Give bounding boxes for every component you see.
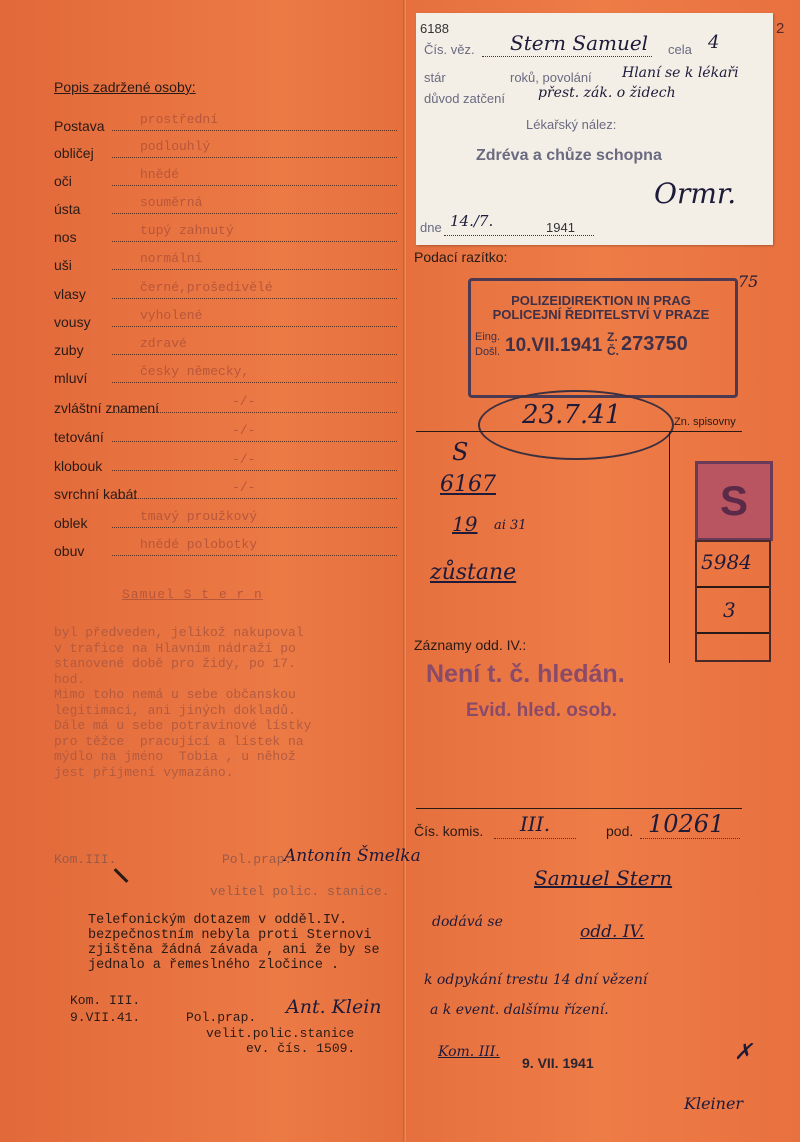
komis-value: III. bbox=[520, 812, 551, 836]
field-dotted-line bbox=[112, 157, 397, 158]
margin-mark: 75 bbox=[738, 272, 759, 291]
slip-date: 14./7. bbox=[450, 212, 494, 230]
stamp-date: 10.VII.1941 bbox=[505, 335, 603, 356]
cis-vez-label: Čís. věz. bbox=[424, 42, 475, 57]
field-dotted-line bbox=[112, 527, 397, 528]
field-value: tmavý proužkový bbox=[140, 509, 258, 524]
nalez-label: Lékařský nález: bbox=[526, 117, 617, 132]
field-label: oblek bbox=[54, 515, 88, 531]
stamp-number: 273750 bbox=[621, 333, 688, 355]
field-value: hnědé polobotky bbox=[140, 537, 258, 552]
s-stamp: S bbox=[695, 461, 773, 541]
field-dotted-line bbox=[112, 470, 397, 471]
field-value: tupý zahnutý bbox=[140, 223, 234, 238]
field-value: normální bbox=[140, 251, 203, 266]
field-dotted-line bbox=[112, 130, 397, 131]
hw-odd: odd. IV. bbox=[580, 922, 645, 942]
hw-name: Samuel Stern bbox=[534, 866, 673, 890]
pod-value: 10261 bbox=[648, 810, 725, 838]
corner-mark: 2 bbox=[776, 20, 785, 37]
field-dotted-line bbox=[112, 326, 397, 327]
field-dotted-line bbox=[112, 269, 397, 270]
hw-kom-bottom: Kom. III. bbox=[438, 1044, 500, 1060]
field-value: -/- bbox=[232, 423, 256, 438]
roku-label: roků, povolání bbox=[510, 70, 592, 85]
polprap2-label: Pol.prap. bbox=[186, 1010, 257, 1025]
zaznamy-label: Záznamy odd. IV.: bbox=[414, 637, 527, 653]
cela-label: cela bbox=[668, 42, 692, 57]
file-grid: 5984 3 bbox=[695, 540, 771, 662]
dne-label: dne bbox=[420, 220, 442, 235]
kom2-label: Kom. III. bbox=[70, 993, 141, 1008]
prison-slip bbox=[416, 13, 773, 245]
slip-name: Stern Samuel bbox=[510, 31, 649, 55]
field-dotted-line bbox=[112, 441, 397, 442]
doctor-initials: Ormr. bbox=[654, 177, 737, 210]
field-value: hnědé bbox=[140, 167, 180, 182]
field-value: prostřední bbox=[140, 112, 219, 127]
hw-6167: 6167 bbox=[440, 472, 496, 497]
field-label: svrchní kabát bbox=[54, 486, 138, 502]
field-label: tetování bbox=[54, 429, 104, 445]
field-label: zvláštní znamení bbox=[54, 400, 160, 416]
field-value: černé,prošedivělé bbox=[140, 280, 273, 295]
hw-s: S bbox=[452, 438, 469, 466]
field-label: ústa bbox=[54, 201, 81, 217]
field-label: nos bbox=[54, 229, 77, 245]
hw-note1: k odpykání trestu 14 dní vězení bbox=[424, 972, 648, 988]
field-label: oči bbox=[54, 173, 72, 189]
signature-bottom: Kleiner bbox=[684, 1094, 744, 1113]
page-fold bbox=[403, 0, 406, 1142]
neni-hledan-stamp: Není t. č. hledán. bbox=[426, 660, 625, 688]
hw-19: 19 bbox=[452, 512, 478, 536]
field-label: obuv bbox=[54, 543, 85, 559]
field-label: mluví bbox=[54, 370, 88, 386]
field-dotted-line bbox=[112, 498, 397, 499]
cis-komis-label: Čís. komis. bbox=[414, 823, 484, 839]
field-dotted-line bbox=[112, 185, 397, 186]
police-receipt-stamp: POLIZEIDIREKTION IN PRAG POLICEJNÍ ŘEDITELSTVÍ V PRAZE Eing. Došl. 10.VII.1941 Z. Č. 273750 bbox=[468, 278, 738, 398]
field-label: vousy bbox=[54, 314, 91, 330]
field-dotted-line bbox=[112, 382, 397, 383]
field-dotted-line bbox=[112, 213, 397, 214]
field-value: -/- bbox=[232, 394, 256, 409]
pod-label: pod. bbox=[606, 823, 634, 839]
slip-number: 6188 bbox=[420, 21, 449, 36]
star-label: stár bbox=[424, 70, 446, 85]
hw-dodava: dodává se bbox=[432, 914, 503, 930]
duvod-label: důvod zatčení bbox=[424, 91, 505, 106]
field-label: uši bbox=[54, 257, 72, 273]
field-value: souměrná bbox=[140, 195, 203, 210]
report-paragraph: byl předveden, jelikož nakupoval v trafice na Hlavním nádraží po stanovené době pro židy, po 17. hod. Mimo toho nemá u sebe občanskou legitimaci, ani jiných dokladů. Dále má u sebe potravinové lístky pro těžce pracující a lístek na mýdlo na jméno Tobia , u něhož jest příjmení vymazáno. bbox=[54, 625, 312, 780]
polprap-label: Pol.prap. bbox=[222, 852, 293, 867]
field-dotted-line bbox=[112, 298, 397, 299]
cela-number: 4 bbox=[708, 32, 720, 53]
hw-ai31: ai 31 bbox=[494, 518, 527, 533]
field-value: podlouhlý bbox=[140, 139, 211, 154]
oval-date: 23.7.41 bbox=[522, 400, 622, 430]
velitel2-label: velit.polic.stanice bbox=[206, 1026, 355, 1041]
field-dotted-line bbox=[112, 555, 397, 556]
field-label: vlasy bbox=[54, 286, 86, 302]
field-dotted-line bbox=[112, 354, 397, 355]
vii-date-stamp: 9. VII. 1941 bbox=[522, 1055, 594, 1071]
field-label: zuby bbox=[54, 342, 84, 358]
evid-stamp: Evid. hled. osob. bbox=[466, 700, 617, 721]
signature-klein: Ant. Klein bbox=[286, 996, 382, 1018]
phone-inquiry-paragraph: Telefonickým dotazem v odděl.IV. bezpečnostním nebyla proti Sternovi zjištěna žádná závada , ani že by se jednalo a řemeslného zločince . bbox=[88, 913, 380, 973]
field-value: vyholené bbox=[140, 308, 203, 323]
kom-label: Kom.III. bbox=[54, 852, 117, 867]
field-label: Postava bbox=[54, 118, 105, 134]
nalez-stamp: Zdréva a chůze schopna bbox=[476, 147, 662, 164]
field-label: obličej bbox=[54, 145, 94, 161]
field-label: klobouk bbox=[54, 458, 103, 474]
bottom-mark: ✗ bbox=[734, 1040, 753, 1065]
duvod-value: přest. zák. o židech bbox=[538, 85, 676, 101]
field-value: zdravé bbox=[140, 336, 187, 351]
prisoner-name-typed: Samuel S t e r n bbox=[122, 587, 263, 602]
description-header: Popis zadržené osoby: bbox=[54, 79, 196, 95]
velitel-label: velitel polic. stanice. bbox=[210, 884, 390, 899]
field-value: -/- bbox=[232, 452, 256, 467]
field-value: -/- bbox=[232, 480, 256, 495]
ev-number: ev. čís. 1509. bbox=[246, 1041, 356, 1056]
slip-year: 1941 bbox=[546, 220, 575, 235]
field-dotted-line bbox=[112, 241, 397, 242]
field-dotted-line bbox=[112, 412, 397, 413]
hw-zustane: zůstane bbox=[430, 560, 517, 585]
report-date: 9.VII.41. bbox=[70, 1010, 141, 1025]
field-value: česky německy, bbox=[140, 364, 250, 379]
zn-spisovny-label: Zn. spisovny bbox=[674, 416, 736, 428]
povolani-value: Hlaní se k lékaři bbox=[622, 65, 739, 81]
signature-smelka: Antonín Šmelka bbox=[284, 846, 421, 866]
hw-note2: a k event. dalšímu řízení. bbox=[430, 1002, 609, 1018]
podaci-label: Podací razítko: bbox=[414, 249, 508, 265]
